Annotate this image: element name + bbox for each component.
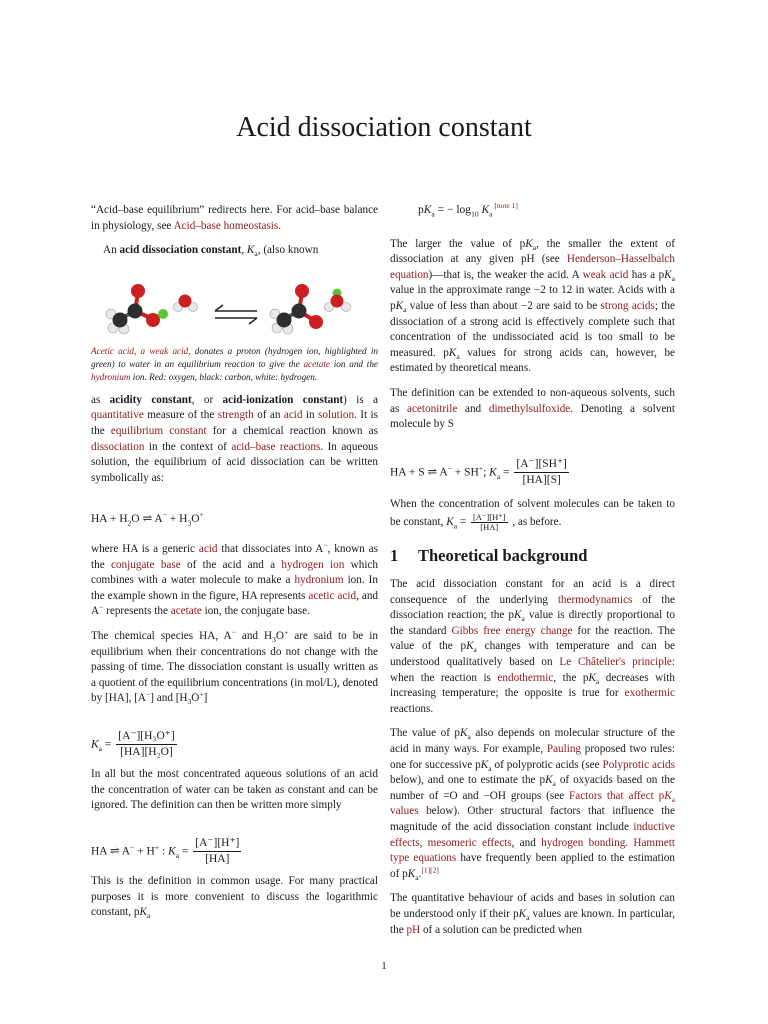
link-solution[interactable]: solution <box>318 409 355 422</box>
link-exothermic[interactable]: exothermic <box>624 687 675 700</box>
link-quantitative[interactable]: quantitative <box>91 409 144 422</box>
equilibrium-arrow-icon <box>215 305 257 324</box>
link-acetate[interactable]: acetate <box>303 358 330 369</box>
link-ph[interactable]: pH <box>406 923 421 936</box>
footnote-note-1[interactable]: [note 1] <box>492 201 518 211</box>
water-molecule <box>174 294 198 311</box>
equation-ka-simple: HA ⇌ A− + H+ : $K_a$ = $\frac{[A^-][H^+]}{[HA]}$ <box>91 836 240 866</box>
link-hydronium-2[interactable]: hydronium <box>294 574 344 587</box>
intro-paragraph-start: An acid dissociation constant, $K_a$, (also known <box>103 244 319 259</box>
link-equilibrium-constant[interactable]: equilibrium constant <box>110 424 207 437</box>
link-le-chatelier[interactable]: Le Châtelier's principle <box>559 656 672 669</box>
link-thermodynamics[interactable]: thermodynamics <box>557 593 633 606</box>
page-number: 1 <box>381 960 387 972</box>
hydronium-molecule <box>325 288 351 311</box>
section-heading-theoretical-background: 1 Theoretical background <box>390 545 588 565</box>
page-title: Acid dissociation constant <box>236 112 532 143</box>
link-strength[interactable]: strength <box>217 409 254 422</box>
paragraph-solvent-constant: When the concentration of solvent molecules can be taken to be constant, $K_a$ = $\frac{[A^-][H^+]}{[HA]}$ , as before. <box>390 497 675 532</box>
paragraph-non-aqueous: The definition can be extended to non-aqueous solvents, such as acetonitrile and dimethylsulfoxide. Denoting a solvent molecule by S <box>390 386 676 431</box>
link-dissociation[interactable]: dissociation <box>91 440 145 453</box>
link-inductive-effects[interactable]: inductive effects <box>390 821 675 849</box>
link-acid-base-homeostasis[interactable]: Acid–base homeostasis <box>173 219 279 232</box>
link-acid[interactable]: acid <box>283 409 303 422</box>
link-gibbs-free-energy[interactable]: Gibbs free energy change <box>451 624 573 637</box>
equation-ka-full: $K_a$ = $\frac{\text{[A⁻][H₃O⁺]}}{\text{[HA][H₂O]}}$ <box>91 729 175 759</box>
link-dimethylsulfoxide[interactable]: dimethylsulfoxide <box>488 402 571 415</box>
link-acetic-acid[interactable]: Acetic acid <box>91 345 134 356</box>
link-hydrogen-ion[interactable]: hydrogen ion <box>281 558 345 571</box>
left-column <box>91 203 378 930</box>
acetic-acid-reaction-diagram <box>91 259 378 345</box>
link-acid-2[interactable]: acid <box>198 542 218 555</box>
link-factors-pka[interactable]: Factors that affect $pK_a$ values <box>390 789 675 818</box>
equation-solvent: HA + S ⇌ A− + SH+; $K_a$ = $\frac{[A^-][SH^+]}{[HA][S]}$ <box>390 457 567 487</box>
paragraph-pka-value: The larger the value of $pK_a$, the smaller the extent of dissociation at any given pH (see Henderson–Hasselbalch equation)—that is, the weaker the acid. A weak acid has a $pK_a$ value in the approximate range −2 to 12 in water. Acids with a $pK_a$ value of less than about −2 are said to be strong acids; the dissociation of a strong acid is effectively complete such that concentration of the undissociated acid is too small to be measured. $pK_a$ values for strong acids can, however, be estimated by theoretical means. <box>390 237 676 375</box>
paragraph-molecular-structure: The value of $pK_a$ also depends on molecular structure of the acid in many ways. For example, Pauling proposed two rules: one for successive $pK_a$ of polyprotic acids (see Polyprotic acids below), and one to estimate the $pK_a$ of oxyacids based on the number of =O and −OH groups (see Factors that affect $pK_a$ values below). Other structural factors that influence the magnitude of the acid dissociation constant include inductive effects, mesomeric effects, and hydrogen bonding. Hammett type equations have frequently been applied to the estimation of $pK_a.[1][2]$ <box>390 727 675 883</box>
link-pauling[interactable]: Pauling <box>546 743 582 756</box>
link-henderson-hasselbalch[interactable]: Henderson–Hasselbalch equation <box>390 253 675 281</box>
link-weak-acid[interactable]: a weak acid <box>140 345 189 356</box>
equation-dissociation: HA + $H_2O$ ⇌ $A^- + H_3O^+$ <box>91 510 204 528</box>
link-hammett-equations[interactable]: Hammett type equations <box>390 836 675 865</box>
paragraph-water-constant: In all but the most concentrated aqueous solutions of an acid the concentration of water can be taken as constant and can be ignored. The definition can then be written more simply <box>91 768 378 812</box>
paragraph-generic-acid: where HA is a generic acid that dissociates into A−, known as the conjugate base of the acid and a hydrogen ion which combines with a water molecule to make a hydronium ion. In the example shown in the figure, HA represents acetic acid, and A− represents the acetate ion, the conjugate base. <box>91 540 379 618</box>
paragraph-thermodynamics: The acid dissociation constant for an acid is a direct consequence of the underlying thermodynamics of the dissociation reaction; the $pK_a$ value is directly proportional to the standard Gibbs free energy change for the reaction. The value of the $pK_a$ changes with temperature and can be understood qualitatively based on Le Châtelier's principle: when the reaction is endothermic, the $pK_a$ decreases with increasing temperature; the opposite is true for exothermic reactions. <box>390 578 676 715</box>
link-conjugate-base[interactable]: conjugate base <box>111 558 181 571</box>
link-strong-acids[interactable]: strong acids <box>600 299 655 312</box>
link-acetonitrile[interactable]: acetonitrile <box>407 402 458 415</box>
reaction-figure <box>91 259 378 345</box>
acetate-molecule <box>270 284 323 334</box>
link-hydronium[interactable]: hydronium <box>91 371 131 382</box>
figure-caption: Acetic acid, a weak acid, donates a proton (hydrogen ion, highlighted in green) to water in an equilibrium reaction to give the acetate ion and the hydronium ion. Red: oxygen, black: carbon, white: hydrogen. <box>91 345 379 382</box>
paragraph-chemical-species: The chemical species HA, A− and $H_3O^+$ are said to be in equilibrium when their concentrations do not change with the passing of time. The dissociation constant is usually written as a quotient of the equilibrium concentrations (in mol/L), denoted by [HA], [A−] and $[H_3O^+]$ <box>91 627 378 707</box>
link-polyprotic-acids[interactable]: Polyprotic acids <box>602 758 675 771</box>
hatnote: “Acid–base equilibrium” redirects here. For acid–base balance in physiology, see Acid–base homeostasis. <box>91 204 378 232</box>
link-hydrogen-bonding[interactable]: hydrogen bonding <box>541 836 626 849</box>
link-acid-base-reactions[interactable]: acid–base reactions <box>231 440 321 453</box>
right-column <box>390 203 675 947</box>
paragraph-quantitative-behaviour: The quantitative behaviour of acids and bases in solution can be understood only if their $pK_a$ values are known. In particular, the pH of a solution can be predicted when <box>390 892 675 936</box>
intro-paragraph-continued: as acidity constant, or acid-ionization constant) is a quantitative measure of the strength of an acid in solution. It is the equilibrium constant for a chemical reaction known as dissociation in the context of acid–base reactions. In aqueous solution, the equilibrium of acid dissociation can be written symbolically as: <box>91 393 379 484</box>
link-endothermic[interactable]: endothermic <box>497 671 554 684</box>
paragraph-logarithmic: This is the definition in common usage. For many practical purposes it is more convenient to discuss the logarithmic constant, $pK_a$ <box>91 875 378 921</box>
link-weak-acid-2[interactable]: weak acid <box>582 268 629 281</box>
link-mesomeric-effects[interactable]: mesomeric effects <box>427 836 512 849</box>
link-acetic-acid-2[interactable]: acetic acid <box>308 589 357 602</box>
acetic-acid-molecule <box>106 284 168 334</box>
citation-refs-1-2[interactable]: [1][2] <box>421 865 439 875</box>
equation-pka: $pK_a$ = − $\log_{10} K_a$ [note 1] <box>418 201 518 219</box>
link-acetate-2[interactable]: acetate <box>170 605 202 618</box>
